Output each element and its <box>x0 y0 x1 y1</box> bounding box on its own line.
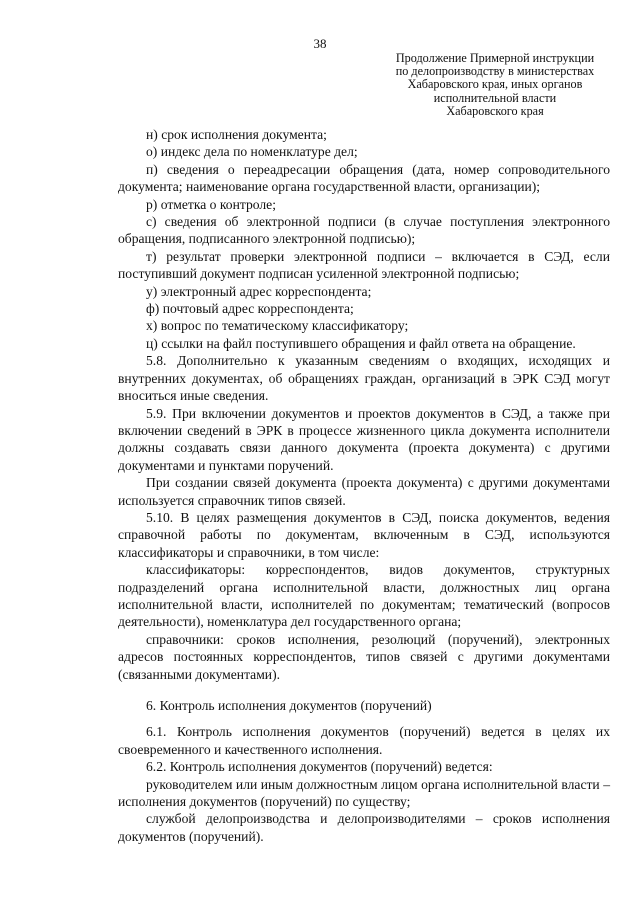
references-paragraph: справочники: сроков исполнения, резолюций (поручений), электронных адресов постоянных корреспондентов, типов связей с другими документами (связанными документами). <box>118 631 610 682</box>
header-note-line: Хабаровского края <box>446 103 544 118</box>
clause-5-8: 5.8. Дополнительно к указанным сведениям о входящих, исходящих и внутренних документах, об обращениях граждан, организаций в ЭРК СЭД могут вноситься иные сведения. <box>118 353 610 404</box>
list-item-ts: ц) ссылки на файл поступившего обращения и файл ответа на обращение. <box>146 335 576 351</box>
list-item-f: ф) почтовый адрес корреспондента; <box>146 301 354 317</box>
header-note-line: по делопроизводству в министерствах <box>395 64 595 79</box>
list-item-kh: х) вопрос по тематическому классификатору; <box>146 318 409 334</box>
page-number: 38 <box>313 36 327 51</box>
clause-5-9-note: При создании связей документа (проекта документа) с другими документами используется справочник типов связей. <box>118 475 610 508</box>
clause-6-2-service: службой делопроизводства и делопроизводителями – сроков исполнения документов (поручений). <box>118 811 610 844</box>
clause-6-2: 6.2. Контроль исполнения документов (поручений) ведется: <box>146 759 493 775</box>
header-note-line: Хабаровского края, иных органов <box>407 77 583 92</box>
list-item-t: т) результат проверки электронной подписи – включается в СЭД, если поступивший документ подписан усиленной электронной подписью; <box>118 248 610 282</box>
section-heading: 6. Контроль исполнения документов (поручений) <box>146 698 432 713</box>
list-item-s: с) сведения об электронной подписи (в случае поступления электронного обращения, подписанного электронной подписью); <box>118 214 610 247</box>
clause-6-2-managers: руководителем или иным должностным лицом органа исполнительной власти – исполнения документов (поручений) по существу; <box>118 776 610 810</box>
classifiers-paragraph: классификаторы: корреспондентов, видов документов, структурных подразделений органа исполнительной власти, должностных лиц органа исполнительной власти, исполнителей по документам; тематический (вопросов деятельности), номенклатура дел государственного органа; <box>118 562 610 630</box>
clause-5-9: 5.9. При включении документов и проектов документов в СЭД, а также при включении сведений в ЭРК в процессе жизненного цикла документа исполнители должны создавать связи данного документа (проекта документа) с другими документами и пунктами поручений. <box>118 405 610 473</box>
document-body <box>118 126 610 845</box>
header-note-line: исполнительной власти <box>433 90 557 105</box>
list-item-o: о) индекс дела по номенклатуре дел; <box>146 144 358 160</box>
header-note <box>376 52 614 118</box>
list-item-u: у) электронный адрес корреспондента; <box>146 283 372 299</box>
clause-5-10: 5.10. В целях размещения документов в СЭД, поиска документов, ведения справочной работы по документам, включенным в СЭД, используются классификаторы и справочники, в том числе: <box>118 509 610 560</box>
header-note-line: Продолжение Примерной инструкции <box>395 51 595 65</box>
list-item-n: н) срок исполнения документа; <box>146 127 327 142</box>
list-item-r: р) отметка о контроле; <box>146 196 276 212</box>
list-item-p: п) сведения о переадресации обращения (дата, номер сопроводительного документа; наименование органа государственной власти, организации); <box>118 161 610 195</box>
clause-6-1: 6.1. Контроль исполнения документов (поручений) ведется в целях их своевременного и качественного исполнения. <box>118 724 610 757</box>
